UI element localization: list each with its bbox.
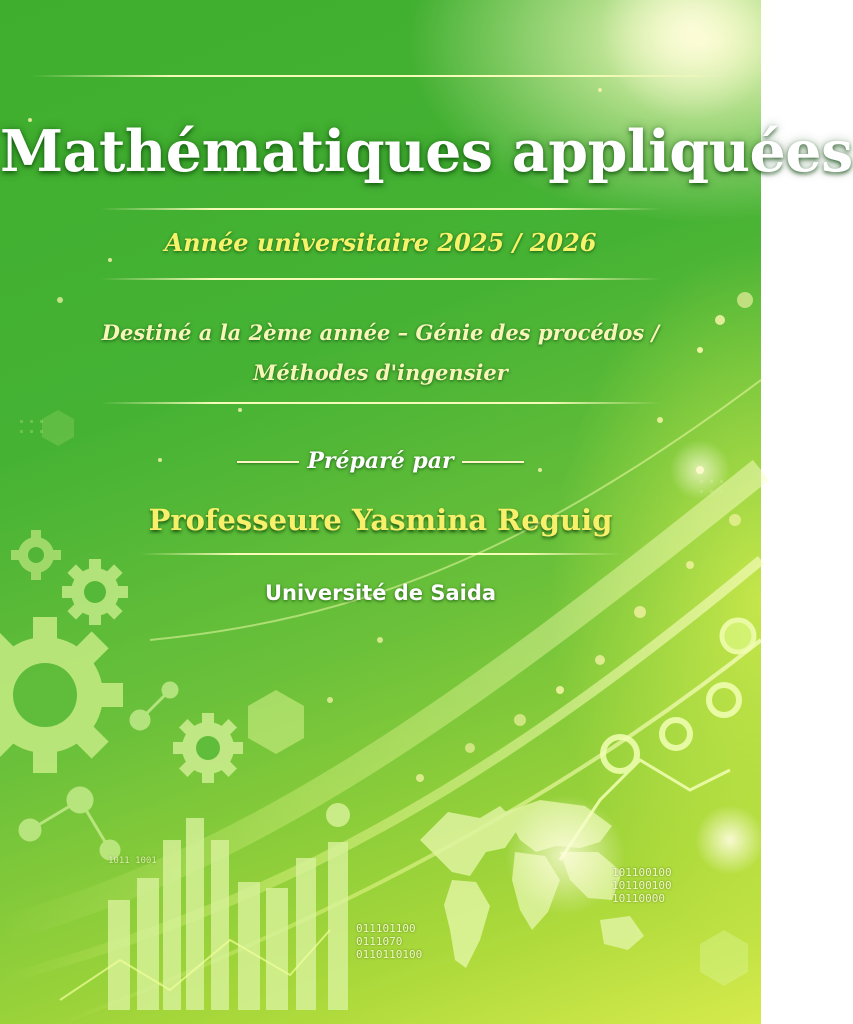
academic-year: Année universitaire 2025 / 2026 xyxy=(164,228,597,257)
audience-line-1: Destiné a la 2ème année – Génie des procédos / xyxy=(101,320,660,345)
prepared-by-left-dash xyxy=(237,461,299,463)
author-name: Professeure Yasmina Reguig xyxy=(148,503,613,537)
binary-text-left: 011101100 0111070 0110110100 xyxy=(356,922,423,961)
cover-title: Mathématiques appliquées xyxy=(0,118,853,185)
author-underline xyxy=(140,553,621,555)
prepared-by-line xyxy=(0,448,761,474)
institution-name: Université de Saida xyxy=(264,581,497,605)
prepared-by-right-dash xyxy=(462,461,524,463)
top-rule xyxy=(30,75,731,77)
gear-icon xyxy=(11,530,61,580)
audience-line-2: Méthodes d'ingensier xyxy=(253,360,508,385)
title-underline xyxy=(100,208,661,210)
year-underline xyxy=(100,278,661,280)
binary-text-right: 101100100 101100100 10110000 xyxy=(612,866,672,905)
prepared-by-label: Préparé par xyxy=(307,448,454,474)
gear-icon xyxy=(0,617,123,773)
gear-icon xyxy=(173,713,243,783)
audience-underline xyxy=(100,402,661,404)
binary-text-tiny: 1011 1001 xyxy=(108,856,157,866)
